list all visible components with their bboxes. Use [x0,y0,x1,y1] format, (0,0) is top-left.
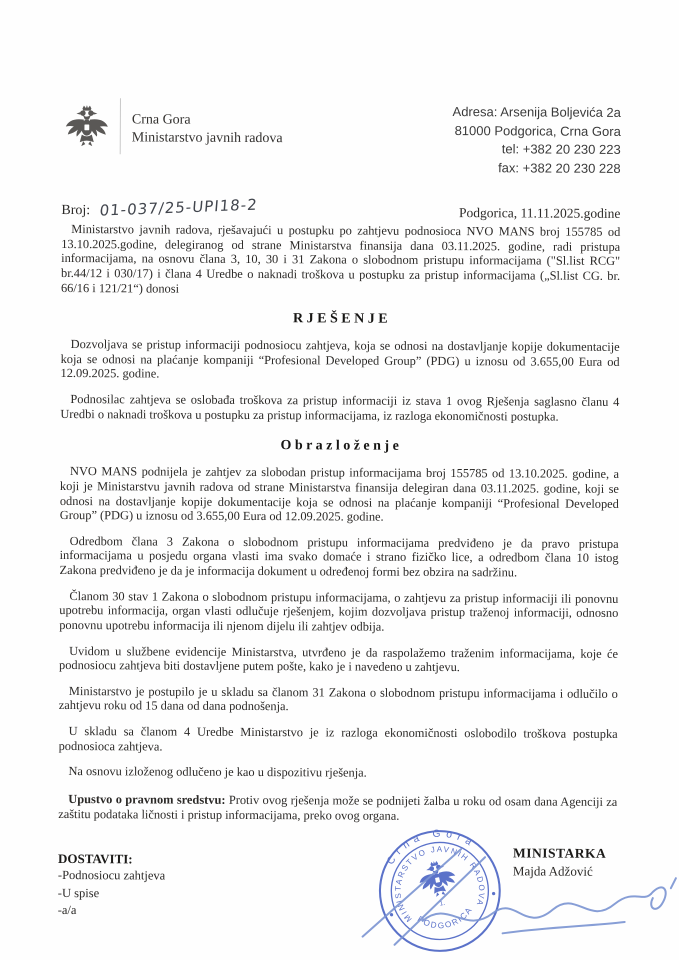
rationale-paragraph: U skladu sa članom 4 Uredbe Ministarstvo je iz razloga ekonomičnosti oslobodilo troškova postupka podnosioca zahtjeva. [58,724,618,754]
dostaviti-title: DOSTAVITI: [57,851,133,867]
rationale-paragraph: Odredbom člana 3 Zakona o slobodnom pristupu informacijama predviđeno je da pravo pristupa informacijama u posjedu organa vlasti ima svako domaće i strano fizičko lice, a odredbom člana 10 istog Zakona predviđeno je da je informacija dokument u određenoj formi bez obzira na sadržinu. [59,533,619,580]
address-line: fax: +382 20 230 228 [498,159,621,176]
decision-paragraph: Podnosilac zahtjeva se oslobađa troškova za pristup informaciji iz stava 1 ovog Rješenja saglasno članu 4 Uredbi o naknadi troškova u postupku za pristup informacijama, iz razloga ekonomičnosti postupka. [60,392,620,424]
case-number-handwritten: 01-037/25-UPI18-2 [99,195,259,220]
rationale-paragraph: Ministarstvo je postupilo je u skladu sa članom 31 Zakona o slobodnom pristupu informacijama i odlučilo o zahtjevu roku od 15 dana od dana podnošenja. [58,683,618,714]
address-line: 81000 Podgorica, Crna Gora [454,122,621,139]
address-line: Adresa: Arsenija Boljevića 2a [452,104,621,120]
footer [57,828,617,960]
case-number [61,195,259,220]
rationale-paragraph: Na osnovu izloženog odlučeno je kao u dispozitivu rješenja. [68,764,367,780]
ministry-stamp [364,815,515,960]
meta-row [61,195,621,222]
org-country: Crna Gora [131,112,191,128]
dostaviti-item: -a/a [57,903,77,918]
case-number-label: Broj: [61,202,91,219]
stamp-ministry-text: MINISTARSTVO JAVNIH RADOVA [393,844,487,924]
decision-heading: R J E Š E N J E [293,311,388,327]
legal-remedy-label: Upustvo o pravnom sredstvu: [68,791,226,807]
dostaviti-item: -Podnosiocu zahtjeva [57,868,166,883]
intro-paragraph: Ministarstvo javnih radova, rješavajući u postupku po zahtjevu podnosioca NVO MANS broj 155785 od 13.10.2025.godine, delegiranog od strane Ministarstva finansija dana 03.11.2025. godine, radi pristupa informacijama, na osnovu člana 3, 10, 30 i 31 Zakona o slobodnom pristupu informacijama ("Sl.list RCG" br.44/12 i 030/17) i člana 4 Uredbe o naknadi troškova u postupku za pristup informacijama („Sl.list CG. br. 66/16 i 121/21“) donosi [60,222,621,296]
coat-of-arms-icon [62,96,112,156]
stamp-city-text: PODGORICA [415,905,475,931]
rationale-paragraph: NVO MANS podnijela je zahtjev za slobodan pristup informacijama broj 155785 od 13.10.2025. godine, a koji je Ministarstvu javnih radova od strane Ministarstva finansija delegiran dana 03.11.2025. godine, koji se odnosi na dostavljanje kopije dokumentacije koja se odnosi na plaćanje kompaniji “Profesional Developed Group” (PDG) u iznosu od 3.655,00 Eura od 12.09.2025. godine. [59,464,620,524]
minister-name: Majda Adžović [512,863,593,879]
stamp-coat-of-arms-icon [416,858,459,900]
stamp-number: 1. [439,899,446,908]
org-name: Ministarstvo javnih radova [131,130,283,147]
rationale-paragraph: Uvidom u službene evidencije Ministarstva, utvrđeno je da raspolažemo traženim informacijama, koje će podnosiocu zahtjeva biti dostavljene putem pošte, kako je i navedeno u zahtjevu. [58,643,619,675]
legal-remedy-paragraph [58,792,617,824]
stamp-country-text: Crna Gora [385,828,478,868]
letterhead [62,96,621,178]
rationale-heading: O b r a z l o ž e n j e [280,438,399,455]
place-and-date: Podgorica, 11.11.2025.godine [458,205,621,221]
minister-block [513,845,606,879]
minister-title: MINISTARKA [513,845,607,861]
decision-paragraph: Dozvoljava se pristup informaciji podnosiocu zahtjeva, koja se odnosi na dostavljanje kopije dokumentacije koja se odnosi na plaćanje kompaniji “Profesional Developed Group” (PDG) u iznosu od 3.655,00 Eura od 12.09.2025. godine. [60,337,620,381]
dostaviti-item: -U spise [57,885,100,900]
legal-remedy-text: Protiv ovog rješenja može se podnijeti žalba u roku od osam dana Agenciji za zaštitu podataka ličnosti i pristup informacijama, preko ovog organa. [58,792,618,823]
address-line: tel: +382 20 230 223 [501,141,621,157]
header-divider [120,98,121,154]
rationale-paragraph: Članom 30 stav 1 Zakona o slobodnom pristupu informacijama, o zahtjevu za pristup informaciji ili ponovnu upotrebu informacija, organ vlasti odlučuje rješenjem, kojim dozvoljava pristup traženoj informaciji, odnosno ponovnu upotrebu informacija ili njenom dijelu ili zahtjev odbija. [59,588,619,634]
address-block [452,98,621,178]
org-block [132,96,283,148]
